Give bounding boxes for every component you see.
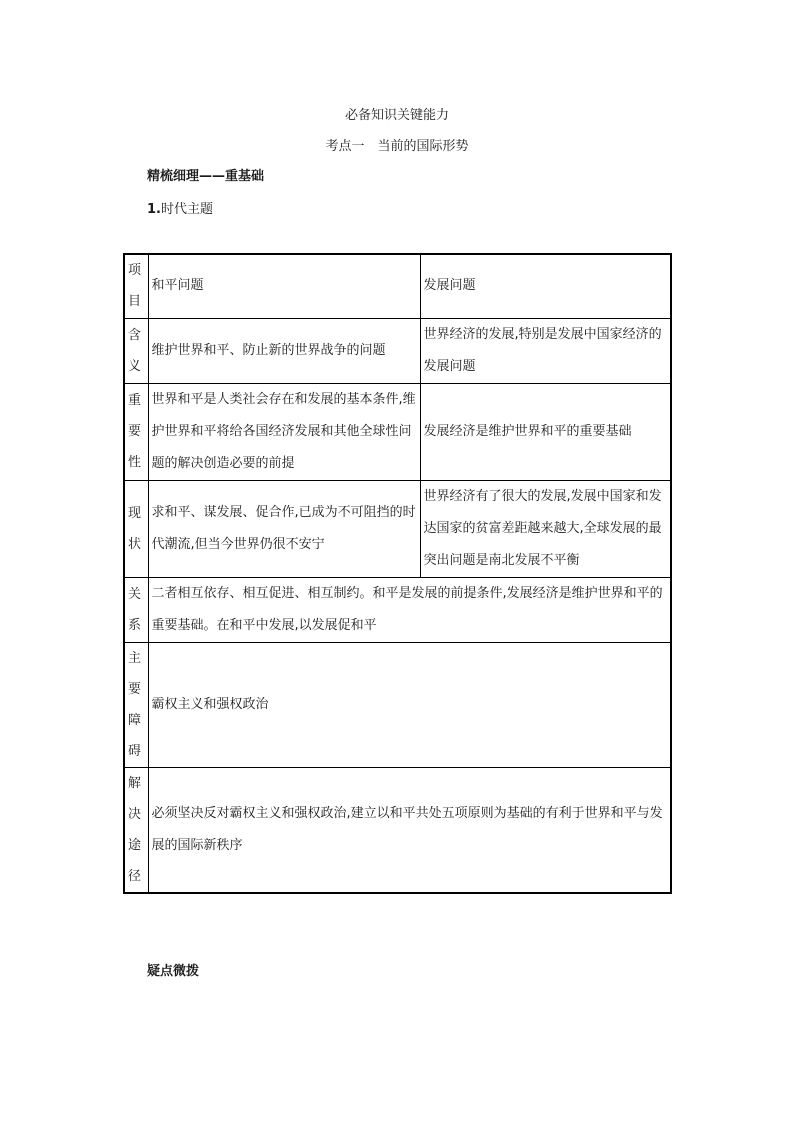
table-row bbox=[124, 642, 671, 767]
era-theme-table bbox=[123, 253, 672, 894]
subsection-number: 1. bbox=[147, 202, 161, 217]
row-label: 项目 bbox=[124, 254, 148, 318]
table-row bbox=[124, 480, 671, 577]
table-cell: 发展经济是维护世界和平的重要基础 bbox=[420, 383, 671, 480]
row-label: 现状 bbox=[124, 480, 148, 577]
table-cell: 维护世界和平、防止新的世界战争的问题 bbox=[148, 318, 420, 383]
row-label: 解决途径 bbox=[124, 767, 148, 893]
table-cell: 必须坚决反对霸权主义和强权政治,建立以和平共处五项原则为基础的有利于世界和平与发展的国际新秩序 bbox=[148, 767, 671, 893]
subsection-label: 时代主题 bbox=[160, 202, 213, 217]
section2-title: 疑点微拨 bbox=[147, 964, 200, 979]
table-cell: 求和平、谋发展、促合作,已成为不可阻挡的时代潮流,但当今世界仍很不安宁 bbox=[148, 480, 420, 577]
table-row bbox=[124, 767, 671, 893]
page-heading: 必备知识关键能力 bbox=[344, 108, 449, 123]
table-cell: 霸权主义和强权政治 bbox=[148, 642, 671, 767]
table-row bbox=[124, 318, 671, 383]
header-cell-development: 发展问题 bbox=[420, 254, 671, 318]
section-title: 精梳细理——重基础 bbox=[147, 169, 265, 184]
row-label: 关系 bbox=[124, 577, 148, 642]
row-label: 主要障碍 bbox=[124, 642, 148, 767]
row-label: 含义 bbox=[124, 318, 148, 383]
table-header-row bbox=[124, 254, 671, 318]
header-cell-peace: 和平问题 bbox=[148, 254, 420, 318]
row-label: 重要性 bbox=[124, 383, 148, 480]
table-cell: 世界经济有了很大的发展,发展中国家和发达国家的贫富差距越来越大,全球发展的最突出问题是南北发展不平衡 bbox=[420, 480, 671, 577]
topic-title: 考点一 当前的国际形势 bbox=[325, 139, 469, 154]
table-cell: 二者相互依存、相互促进、相互制约。和平是发展的前提条件,发展经济是维护世界和平的重要基础。在和平中发展,以发展促和平 bbox=[148, 577, 671, 642]
table-row bbox=[124, 383, 671, 480]
table-cell: 世界经济的发展,特别是发展中国家经济的发展问题 bbox=[420, 318, 671, 383]
table-row bbox=[124, 577, 671, 642]
subsection-title bbox=[147, 198, 213, 217]
table-cell: 世界和平是人类社会存在和发展的基本条件,维护世界和平将给各国经济发展和其他全球性问题的解决创造必要的前提 bbox=[148, 383, 420, 480]
